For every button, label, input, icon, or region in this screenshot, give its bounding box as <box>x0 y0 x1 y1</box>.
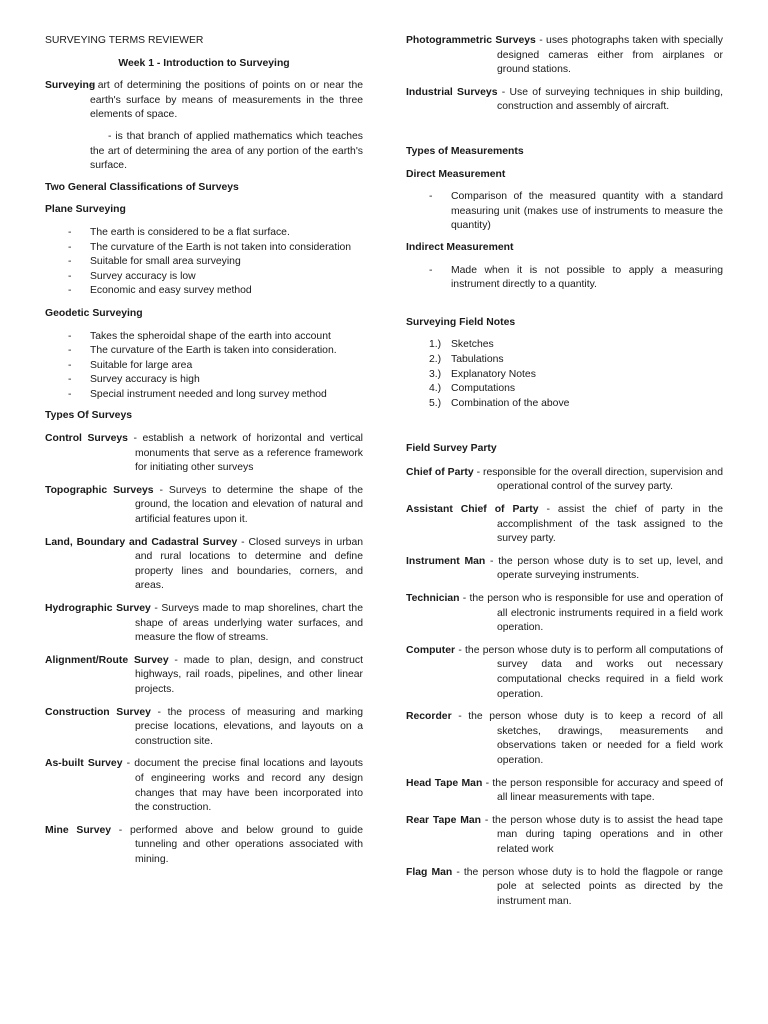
item-label: Explanatory Notes <box>451 368 536 380</box>
field-notes-list <box>406 338 723 411</box>
term: Chief of Party <box>406 466 474 478</box>
list-item <box>406 397 723 412</box>
document-title: SURVEYING TERMS REVIEWER <box>45 35 204 46</box>
item-number: 5.) <box>429 397 442 409</box>
list-item: - Survey accuracy is high <box>45 373 363 388</box>
term: Flag Man <box>406 866 453 878</box>
right-column <box>406 34 723 909</box>
party-entry <box>406 777 723 806</box>
indirect-list <box>406 264 723 293</box>
definition: - responsible for the overall direction, supervision and operational control of the survey party. <box>473 466 723 493</box>
list-item <box>406 353 723 368</box>
definition: - Surveys made to map shorelines, chart the shape of areas underlying water surfaces, and measure the flow of streams. <box>135 603 363 644</box>
surveying-definition <box>45 79 363 123</box>
direct-list <box>406 190 723 234</box>
list-item: - The curvature of the Earth is not taken into consideration <box>45 241 363 256</box>
left-column <box>45 34 363 868</box>
term: Industrial Surveys <box>406 86 498 98</box>
party-entry <box>406 644 723 702</box>
term: Computer <box>406 644 456 656</box>
geodetic-heading: Geodetic Surveying <box>45 307 143 319</box>
party-entry <box>406 710 723 768</box>
definition: - the person whose duty is to set up, level, and operate surveying instruments. <box>485 555 723 582</box>
term: Head Tape Man <box>406 777 483 789</box>
list-item: - The earth is considered to be a flat surface. <box>45 226 363 241</box>
term: Recorder <box>406 711 452 723</box>
term: As-built Survey <box>45 758 123 770</box>
surveying-term: Surveying <box>45 80 96 92</box>
definition: - Surveys to determine the shape of the ground, the location and elevation of natural and artificial features upon it. <box>135 484 363 526</box>
survey-type-entry <box>45 706 363 750</box>
definition: - performed above and below ground to guide tunneling and other operations associated with mining. <box>111 824 363 865</box>
term: Land, Boundary and Cadastral Survey <box>45 536 238 548</box>
term: Instrument Man <box>406 555 486 567</box>
party-heading: Field Survey Party <box>406 443 497 455</box>
list-item: - Made when it is not possible to apply a measuring instrument directly to a quantity. <box>406 264 723 293</box>
definition: - the person whose duty is to assist the head tape man during taping operations and in other related work <box>481 814 724 855</box>
definition: - document the precise final locations and layouts of engineering works and record any design changes that may have been incorporated into the construction. <box>122 758 363 814</box>
term: Assistant Chief of Party <box>406 504 539 516</box>
definition: - uses photographs taken with specially designed cameras either from airplanes or ground stations. <box>497 35 723 76</box>
list-item: - Special instrument needed and long survey method <box>45 388 363 403</box>
plane-heading: Plane Surveying <box>45 204 126 216</box>
definition: - establish a network of horizontal and vertical monuments that serve as a reference framework for initiating other surveys <box>127 433 363 474</box>
item-label: Combination of the above <box>451 397 570 409</box>
list-item: - The curvature of the Earth is taken into consideration. <box>45 344 363 359</box>
field-notes-heading: Surveying Field Notes <box>406 316 516 328</box>
term: Control Surveys <box>45 433 128 445</box>
definition: - the person responsible for accuracy and speed of all linear measurements with tape. <box>482 777 723 804</box>
item-number: 4.) <box>429 383 442 395</box>
survey-type-entry <box>45 654 363 698</box>
definition: - the person whose duty is to keep a record of all sketches, drawings, measurements and observations taken or needed for a field work operation. <box>451 711 723 766</box>
list-item: - Suitable for small area surveying <box>45 255 363 270</box>
definition: - Closed surveys in urban and rural locations to determine and define property lines and boundaries, corners, and areas. <box>135 536 364 592</box>
party-list <box>406 466 723 909</box>
party-entry <box>406 866 723 910</box>
party-entry <box>406 555 723 584</box>
list-item <box>406 338 723 353</box>
survey-type-entry <box>45 824 363 868</box>
definition: - Use of surveying techniques in ship building, construction and assembly of aircraft. <box>497 86 723 113</box>
definition: - the person who is responsible for use and operation of all electronic instruments required in a field work operation. <box>459 593 723 634</box>
list-item: - Economic and easy survey method <box>45 284 363 299</box>
survey-type-entry <box>45 432 363 476</box>
term: Hydrographic Survey <box>45 603 151 614</box>
definition: - made to plan, design, and construct highways, rail roads, pipelines, and other linear projects. <box>135 654 364 695</box>
definition: - the person whose duty is to hold the flagpole or range pole at selected points as directed by the instrument man. <box>452 866 724 907</box>
list-item: - Suitable for large area <box>45 359 363 374</box>
list-item: - Survey accuracy is low <box>45 270 363 285</box>
term: Mine Survey <box>45 824 112 836</box>
surveying-def-text: - art of determining the positions of points on or near the earth's surface by means of measurements in the three elements of space. <box>90 80 363 121</box>
party-entry <box>406 466 723 495</box>
list-item: - Comparison of the measured quantity with a standard measuring unit (makes use of instruments to measure the quantity) <box>406 190 723 234</box>
item-number: 2.) <box>429 353 442 365</box>
party-entry <box>406 814 723 858</box>
party-entry <box>406 592 723 636</box>
item-label: Computations <box>451 383 516 395</box>
definition: - assist the chief of party in the accomplishment of the task assigned to the survey party. <box>497 504 723 545</box>
classifications-heading: Two General Classifications of Surveys <box>45 181 239 193</box>
survey-type-entry <box>45 757 363 815</box>
survey-type-entry <box>406 86 723 115</box>
measurements-heading: Types of Measurements <box>406 145 524 157</box>
term: Rear Tape Man <box>406 814 482 826</box>
item-label: Sketches <box>451 339 494 351</box>
party-entry <box>406 503 723 547</box>
geodetic-list <box>45 330 363 403</box>
term: Topographic Surveys <box>45 484 154 496</box>
list-item: - Takes the spheroidal shape of the earth into account <box>45 330 363 345</box>
item-number: 1.) <box>429 339 442 351</box>
survey-type-entry <box>45 536 363 594</box>
survey-type-entry <box>45 602 363 646</box>
week-heading: Week 1 - Introduction to Surveying <box>118 57 290 69</box>
item-number: 3.) <box>429 368 442 380</box>
definition: - the person whose duty is to perform all computations of survey data and works out necessary computational checks required in a field work operation. <box>455 644 723 700</box>
item-label: Tabulations <box>451 353 504 365</box>
survey-type-entry <box>45 484 363 528</box>
types-heading: Types Of Surveys <box>45 410 133 422</box>
term: Photogrammetric Surveys <box>406 35 536 46</box>
plane-list <box>45 226 363 299</box>
indirect-heading: Indirect Measurement <box>406 241 514 253</box>
definition: - the process of measuring and marking precise locations, elevations, and layouts on a construction site. <box>135 706 363 747</box>
term: Construction Survey <box>45 706 151 718</box>
list-item <box>406 382 723 397</box>
survey-types <box>45 432 363 867</box>
survey-type-entry <box>406 34 723 78</box>
list-item <box>406 368 723 383</box>
term: Technician <box>406 593 460 605</box>
term: Alignment/Route Survey <box>45 654 169 666</box>
surveying-definition-2: - is that branch of applied mathematics which teaches the art of determining the area of any portion of the earth's surface. <box>90 130 363 172</box>
direct-heading: Direct Measurement <box>406 168 506 180</box>
